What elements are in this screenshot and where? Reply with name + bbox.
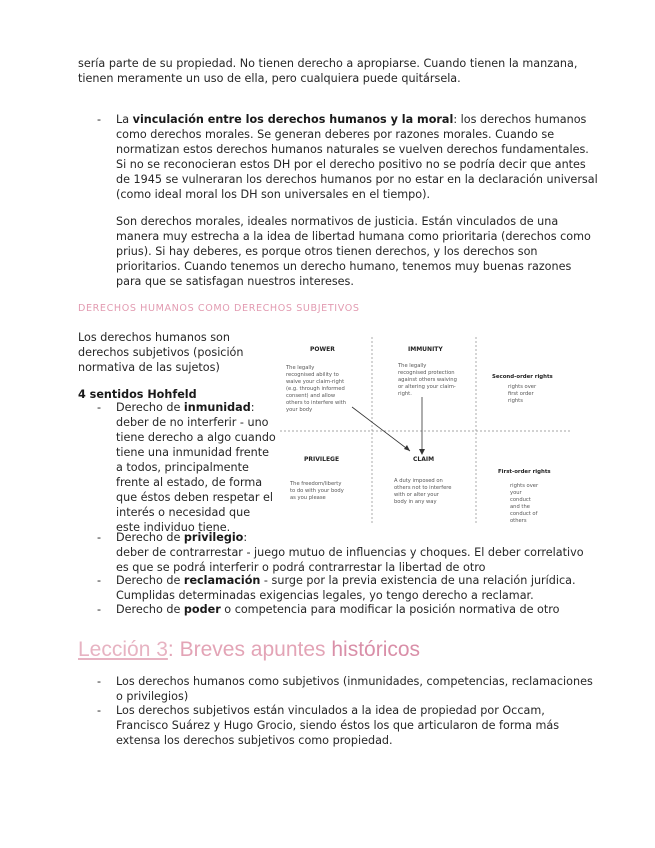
diagram-text: others to interfere with	[286, 400, 346, 406]
section-heading: DERECHOS HUMANOS COMO DERECHOS SUBJETIVOS	[78, 303, 360, 314]
diagram-text: rights over	[508, 384, 537, 390]
bold-term: privilegio	[183, 531, 244, 544]
bullet-line: normatizan estos derechos humanos naturales se vuelven derechos fundamentales.	[116, 143, 589, 156]
bullet-dash: -	[97, 603, 102, 616]
bold-term: vinculación entre los derechos humanos y la moral	[132, 113, 454, 126]
paragraph-line: para que se satisfagan nuestros intereses.	[116, 275, 354, 288]
diagram-text: The legally	[286, 365, 315, 371]
diagram-text: and the	[510, 504, 530, 510]
bullet-line: de 1945 se vulneraran los derechos humanos por no estar en la declaración universal	[116, 173, 598, 186]
diagram-text: others not to interfere	[394, 485, 452, 491]
lesson-bullet-line: o privilegios)	[116, 690, 189, 703]
bold-term: poder	[183, 603, 221, 616]
diagram-text: right.	[398, 391, 412, 397]
lesson-bullet-line: Francisco Suárez y Hugo Grocio, siendo éstos los que articularon de forma más	[116, 719, 560, 732]
lesson-bullet-line: Los derechos humanos como subjetivos (inmunidades, competencias, reclamaciones	[116, 675, 593, 688]
arrow-head	[419, 449, 425, 455]
immunity-line: deber de no interferir - uno	[116, 416, 269, 429]
privilege-line: deber de contrarrestar - juego mutuo de influencias y choques. El deber correlativo	[116, 546, 584, 559]
diagram-second-order-title: Second-order rights	[492, 374, 553, 380]
bullet-line: como derechos morales. Se generan deberes por razones morales. Cuando se	[116, 128, 555, 141]
immunity-line: tiene derecho a algo cuando	[116, 431, 276, 444]
subjective-line: Los derechos humanos son	[78, 331, 230, 344]
paragraph-line: Son derechos morales, ideales normativos de justicia. Están vinculados de una	[116, 215, 559, 228]
diagram-text: your	[510, 490, 522, 496]
diagram-text: The legally	[398, 363, 427, 369]
diagram-text: The freedom/liberty	[290, 481, 342, 487]
diagram-claim-title: CLAIM	[413, 456, 435, 463]
intro-line: tienen meramente un uso de ella, pero cualquiera puede quitársela.	[78, 72, 461, 85]
hohfeld-claim: Derecho de reclamación - surge por la previa existencia de una relación jurídica.	[116, 574, 576, 587]
diagram-power-title: POWER	[310, 346, 335, 353]
diagram-text: A duty imposed on	[394, 478, 443, 484]
diagram-text: with or alter your	[394, 492, 439, 498]
diagram-text: conduct of	[510, 511, 538, 517]
paragraph-line: manera muy estrecha a la idea de libertad humana como prioritaria (derechos como	[116, 230, 591, 243]
bullet-dash: -	[97, 113, 102, 126]
diagram-text: recognised protection	[398, 370, 455, 376]
diagram-text: body in any way	[394, 499, 437, 505]
bullet-line: (como ideal moral los DH son universales en el tiempo).	[116, 188, 431, 201]
diagram-text: waive your claim-right	[286, 379, 345, 385]
diagram-text: as you please	[290, 495, 326, 501]
bullet-dash: -	[97, 675, 102, 688]
subjective-line: normativa de las sujetos)	[78, 361, 220, 374]
diagram-immunity-title: IMMUNITY	[408, 346, 443, 353]
hohfeld-title: 4 sentidos Hohfeld	[78, 388, 197, 401]
immunity-line: a todos, principalmente	[116, 461, 249, 474]
hohfeld-power: Derecho de poder o competencia para modificar la posición normativa de otro	[116, 603, 560, 616]
bullet-dash: -	[97, 401, 102, 414]
bullet-dash: -	[97, 574, 102, 587]
diagram-text: rights over	[510, 483, 539, 489]
lesson-heading: Lección 3: Breves apuntes históricos	[78, 638, 421, 661]
hohfeld-privilege: Derecho de privilegio:	[116, 531, 248, 544]
diagram-text: against others waiving	[398, 377, 457, 383]
hohfeld-immunity: Derecho de inmunidad:	[116, 401, 255, 414]
diagram-text: others	[510, 518, 527, 524]
bullet-dash: -	[97, 531, 102, 544]
bullet-moral-first-line: La vinculación entre los derechos humanos y la moral: los derechos humanos	[116, 113, 587, 126]
hohfeld-diagram	[280, 335, 570, 527]
paragraph-line: prius). Si hay deberes, es porque otros tienen derechos, y los derechos son	[116, 245, 538, 258]
lesson-number: Lección 3	[78, 638, 168, 661]
diagram-privilege-title: PRIVILEGE	[304, 456, 340, 463]
immunity-line: que éstos deben respetar el	[116, 491, 274, 504]
arrow-head	[404, 445, 410, 451]
diagram-text: your body	[286, 407, 313, 413]
immunity-line: interés o necesidad que	[116, 506, 251, 519]
lesson-bullet-line: extensa los derechos subjetivos como propiedad.	[116, 734, 393, 747]
diagram-text: first order	[508, 391, 534, 397]
bullet-line: Si no se reconocieran estos DH por el derecho positivo no se podría decir que antes	[116, 158, 586, 171]
privilege-line: es que se podrá interferir o podrá contrarrestar la libertad de otro	[116, 561, 486, 574]
claim-line: Cumplidas determinadas exigencias legales, yo tengo derecho a reclamar.	[116, 589, 534, 602]
immunity-line: frente al estado, de forma	[116, 476, 263, 489]
paragraph-line: prioritarios. Cuando tenemos un derecho humano, tenemos muy buenas razones	[116, 260, 572, 273]
diagram-text: recognised ability to	[286, 372, 339, 378]
diagram-text: rights	[508, 398, 523, 404]
diagram-text: consent) and allow	[286, 393, 336, 399]
immunity-line: tiene una inmunidad frente	[116, 446, 270, 459]
lesson-bullet-line: Los derechos subjetivos están vinculados a la idea de propiedad por Occam,	[116, 704, 545, 717]
immunity-line: este individuo tiene.	[116, 521, 231, 534]
diagram-text: (e.g. through informed	[286, 386, 345, 392]
bullet-dash: -	[97, 704, 102, 717]
diagram-text: to do with your body	[290, 488, 344, 494]
subjective-line: derechos subjetivos (posición	[78, 346, 244, 359]
diagram-first-order-title: First-order rights	[498, 469, 551, 475]
bold-term: reclamación	[183, 574, 261, 587]
diagram-text: or altering your claim-	[398, 384, 456, 390]
bold-term: inmunidad	[183, 401, 251, 414]
diagram-text: conduct	[510, 497, 531, 503]
intro-line: sería parte de su propiedad. No tienen derecho a apropiarse. Cuando tienen la manzana,	[78, 57, 578, 70]
arrow-power-to-claim	[352, 407, 410, 451]
